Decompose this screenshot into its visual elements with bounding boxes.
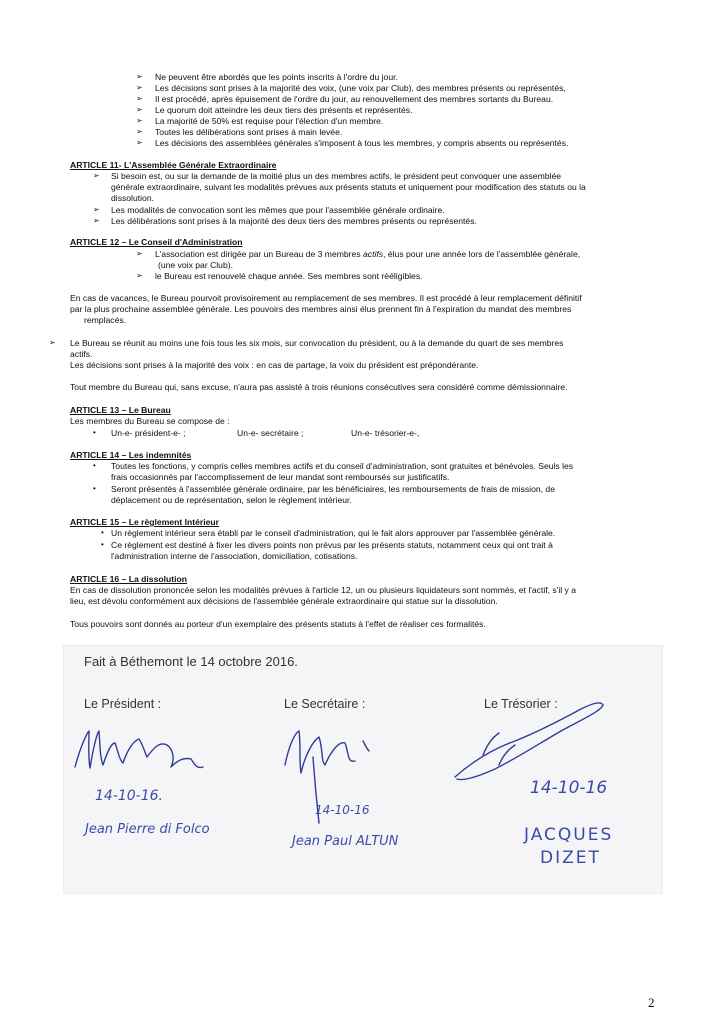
- arrow-bullet-icon: ➢: [136, 127, 143, 136]
- paragraph-line: actifs.: [70, 349, 93, 359]
- arrow-bullet-icon: ➢: [136, 116, 143, 125]
- president-handwritten-name: Jean Pierre di Folco: [85, 822, 210, 837]
- paragraph-line: En cas de dissolution prononcée selon les modalités prévues à l'article 12, un ou plusieurs liquidateurs sont nommés, et l'actif, s'il y a: [70, 585, 577, 595]
- list-item: Il est procédé, après épuisement de l'ordre du jour, au renouvellement des membres sortants du Bureau.: [155, 94, 554, 104]
- list-item-continued: frais occasionnés par l'accomplissement de leur mandat sont remboursés sur justificatifs.: [111, 472, 450, 482]
- paragraph-line: Tout membre du Bureau qui, sans excuse, n'aura pas assisté à trois réunions consécutives sera considéré comme démissionnaire.: [70, 382, 568, 392]
- round-bullet-icon: •: [93, 428, 96, 437]
- list-item: Seront présentés à l'assemblée générale ordinaire, par les bénéficiaires, les remboursements de frais de mission, de: [111, 484, 555, 494]
- list-item: le Bureau est renouvelé chaque année. Ses membres sont rééligibles.: [155, 271, 423, 281]
- list-item-continued: dissolution.: [111, 193, 154, 203]
- list-item: Toutes les délibérations sont prises à main levée.: [155, 127, 343, 137]
- secretary-sign-date: 14-10-16: [315, 803, 370, 817]
- list-item: Ce règlement est destiné à fixer les divers points non prévus par les présents statuts, notamment ceux qui ont trait à: [111, 540, 553, 550]
- paragraph-line: En cas de vacances, le Bureau pourvoit provisoirement au remplacement de ses membres. Il est procédé à leur remplacement définitif: [70, 293, 582, 303]
- treasurer-handwritten-surname: DIZET: [540, 848, 601, 868]
- round-bullet-icon: •: [101, 528, 104, 537]
- paragraph-line: par la plus prochaine assemblée générale. Les pouvoirs des membres ainsi élus prennent fin à l'expiration du mandat des membres: [70, 304, 572, 314]
- list-item: Les délibérations sont prises à la majorité des deux tiers des membres présents ou représentés.: [111, 216, 477, 226]
- arrow-bullet-icon: ➢: [93, 171, 100, 180]
- arrow-bullet-icon: ➢: [93, 205, 100, 214]
- paragraph-line: remplacés.: [84, 315, 127, 325]
- list-item: Un-e- président-e- ;: [111, 428, 186, 438]
- arrow-bullet-icon: ➢: [93, 216, 100, 225]
- president-signature: [75, 731, 203, 768]
- list-item: Toutes les fonctions, y compris celles membres actifs et du conseil d'administration, sont gratuites et bénévoles. Seuls les: [111, 461, 574, 471]
- list-item: Si besoin est, ou sur la demande de la moitié plus un des membres actifs, le président peut convoquer une assemblée: [111, 171, 561, 181]
- list-item-continued: (une voix par Club).: [158, 260, 233, 270]
- list-item: Un-e- trésorier-e-,: [351, 428, 420, 438]
- secretary-label: Le Secrétaire :: [284, 697, 366, 711]
- president-sign-date: 14-10-16.: [95, 788, 163, 804]
- list-item-continued: déplacement ou de représentation, selon le règlement intérieur.: [111, 495, 352, 505]
- president-label: Le Président :: [84, 697, 162, 711]
- place-and-date: Fait à Béthemont le 14 octobre 2016.: [84, 654, 298, 669]
- round-bullet-icon: •: [101, 540, 104, 549]
- arrow-bullet-icon: ➢: [136, 105, 143, 114]
- article-11-title: ARTICLE 11- L'Assemblée Générale Extraordinaire: [70, 160, 277, 170]
- arrow-bullet-icon: ➢: [136, 249, 143, 258]
- article-13-title: ARTICLE 13 – Le Bureau: [70, 405, 171, 415]
- list-item-continued: l'administration interne de l'association, domiciliation, cotisations.: [111, 551, 358, 561]
- list-item: L'association est dirigée par un Bureau de 3 membres actifs, élus pour une année lors de l'assemblée générale,: [155, 249, 581, 259]
- list-item: Un règlement intérieur sera établi par le conseil d'administration, qui le fait alors approuver par l'assemblée générale.: [111, 528, 556, 538]
- article-16-title: ARTICLE 16 – La dissolution: [70, 574, 187, 584]
- arrow-bullet-icon: ➢: [136, 138, 143, 147]
- page-number: 2: [648, 995, 655, 1010]
- list-item-continued: générale extraordinaire, suivant les modalités prévues aux présents statuts et uniquement pour modification des statuts ou la: [111, 182, 586, 192]
- treasurer-handwritten-name: JACQUES: [524, 825, 614, 845]
- treasurer-label: Le Trésorier :: [484, 697, 558, 711]
- list-item: Les décisions sont prises à la majorité des voix, (une voix par Club), des membres présents ou représentés,: [155, 83, 566, 93]
- paragraph-line: lieu, est dévolu conformément aux décisions de l'assemblée générale extraordinaire qui statue sur la dissolution.: [70, 596, 498, 606]
- article-14-title: ARTICLE 14 – Les indemnités: [70, 450, 192, 460]
- arrow-bullet-icon: ➢: [136, 94, 143, 103]
- paragraph-line: Les membres du Bureau se compose de :: [70, 416, 230, 426]
- paragraph-line: Les décisions sont prises à la majorité des voix : en cas de partage, la voix du président est prépondérante.: [70, 360, 479, 370]
- arrow-bullet-icon: ➢: [136, 83, 143, 92]
- round-bullet-icon: •: [93, 484, 96, 493]
- arrow-bullet-icon: ➢: [136, 271, 143, 280]
- secretary-handwritten-name: Jean Paul ALTUN: [292, 834, 399, 849]
- list-item: Les décisions des assemblées générales s'imposent à tous les membres, y compris absents ou représentés.: [155, 138, 569, 148]
- round-bullet-icon: •: [93, 461, 96, 470]
- list-item: Les modalités de convocation sont les mêmes que pour l'assemblée générale ordinaire.: [111, 205, 445, 215]
- list-item: Ne peuvent être abordés que les points inscrits à l'ordre du jour.: [155, 72, 398, 82]
- article-12-title: ARTICLE 12 – Le Conseil d'Administration: [70, 237, 243, 247]
- treasurer-signature: [455, 703, 603, 780]
- article-15-title: ARTICLE 15 – Le règlement Intérieur: [70, 517, 219, 527]
- arrow-bullet-icon: ➢: [49, 338, 56, 347]
- list-item: La majorité de 50% est requise pour l'élection d'un membre.: [155, 116, 384, 126]
- arrow-bullet-icon: ➢: [136, 72, 143, 81]
- paragraph-line: Le Bureau se réunit au moins une fois tous les six mois, sur convocation du président, ou à la demande du quart de ses membres: [70, 338, 564, 348]
- paragraph-line: Tous pouvoirs sont donnés au porteur d'un exemplaire des présents statuts à l'effet de réaliser ces formalités.: [70, 619, 486, 629]
- list-item: Le quorum doit atteindre les deux tiers des présents et représentés.: [155, 105, 413, 115]
- list-item: Un-e- secrétaire ;: [237, 428, 304, 438]
- treasurer-sign-date: 14-10-16: [530, 778, 608, 798]
